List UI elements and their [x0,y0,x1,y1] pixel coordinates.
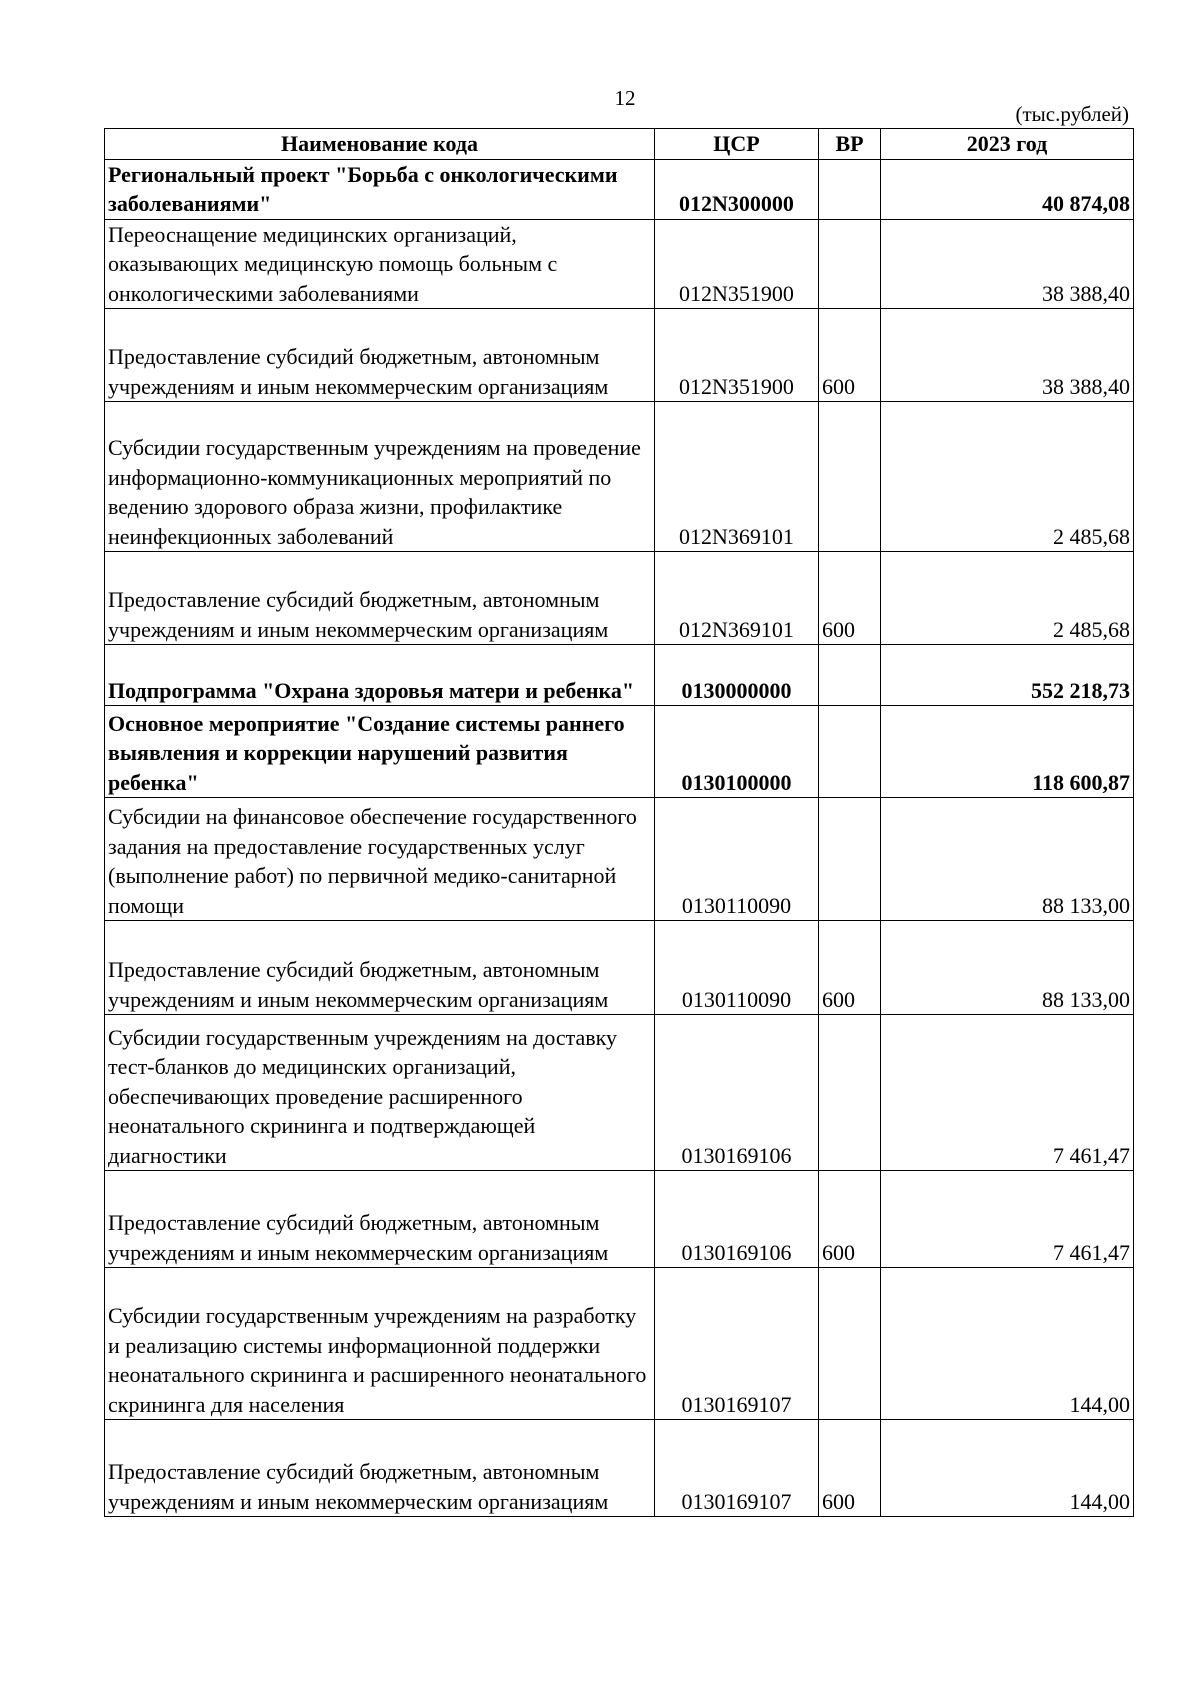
table-row [105,645,1134,706]
header-csr: ЦСР [655,129,819,160]
row-name: Предоставление субсидий бюджетным, автономным учреждениям и иным некоммерческим организациям [105,309,655,402]
table-row [105,1268,1134,1420]
budget-table [104,128,1134,1517]
row-sum: 552 218,73 [881,645,1134,706]
row-sum: 88 133,00 [881,921,1134,1015]
table-row [105,798,1134,921]
table-row [105,159,1134,219]
row-csr: 0130169106 [655,1015,819,1171]
table-row [105,219,1134,309]
row-csr: 0130110090 [655,921,819,1015]
row-csr: 0130169106 [655,1171,819,1268]
row-sum: 118 600,87 [881,706,1134,798]
row-name: Региональный проект "Борьба с онкологическими заболеваниями" [105,159,655,219]
row-name: Субсидии государственным учреждениям на разработку и реализацию системы информационной поддержки неонатального скрининга и расширенного неонатального скрининга для населения [105,1268,655,1420]
row-vr: 600 [819,552,881,645]
row-name: Предоставление субсидий бюджетным, автономным учреждениям и иным некоммерческим организациям [105,552,655,645]
row-name: Субсидии государственным учреждениям на доставку тест-бланков до медицинских организаций, обеспечивающих проведение расширенного неонатального скрининга и подтверждающей диагностики [105,1015,655,1171]
row-csr: 0130169107 [655,1268,819,1420]
table-row [105,552,1134,645]
row-name: Основное мероприятие "Создание системы раннего выявления и коррекции нарушений развития ребенка" [105,706,655,798]
table-row [105,309,1134,402]
row-name: Предоставление субсидий бюджетным, автономным учреждениям и иным некоммерческим организациям [105,1171,655,1268]
table-row [105,706,1134,798]
row-sum: 144,00 [881,1420,1134,1517]
row-sum: 7 461,47 [881,1015,1134,1171]
header-sum: 2023 год [881,129,1134,160]
row-csr: 012N369101 [655,552,819,645]
row-csr: 0130169107 [655,1420,819,1517]
row-csr: 0130100000 [655,706,819,798]
row-sum: 2 485,68 [881,402,1134,552]
row-vr: 600 [819,1420,881,1517]
row-name: Предоставление субсидий бюджетным, автономным учреждениям и иным некоммерческим организациям [105,921,655,1015]
table-row [105,1420,1134,1517]
row-vr: 600 [819,1171,881,1268]
header-vr: ВР [819,129,881,160]
row-name: Субсидии на финансовое обеспечение государственного задания на предоставление государственных услуг (выполнение работ) по первичной медико-санитарной помощи [105,798,655,921]
row-name: Подпрограмма "Охрана здоровья матери и ребенка" [105,645,655,706]
row-vr: 600 [819,921,881,1015]
table-header-row [105,129,1134,160]
row-csr: 0130110090 [655,798,819,921]
row-csr: 012N369101 [655,402,819,552]
row-sum: 88 133,00 [881,798,1134,921]
row-vr [819,219,881,309]
row-name: Субсидии государственным учреждениям на проведение информационно-коммуникационных мероприятий по ведению здорового образа жизни, профилактике неинфекционных заболеваний [105,402,655,552]
row-sum: 38 388,40 [881,309,1134,402]
row-csr: 012N351900 [655,309,819,402]
row-vr: 600 [819,309,881,402]
row-vr [819,706,881,798]
row-vr [819,1268,881,1420]
table-row [105,402,1134,552]
row-name: Предоставление субсидий бюджетным, автономным учреждениям и иным некоммерческим организациям [105,1420,655,1517]
row-vr [819,159,881,219]
header-name: Наименование кода [105,129,655,160]
row-sum: 2 485,68 [881,552,1134,645]
unit-label: (тыс.рублей) [1015,102,1129,126]
row-sum: 38 388,40 [881,219,1134,309]
row-csr: 012N300000 [655,159,819,219]
row-sum: 40 874,08 [881,159,1134,219]
row-csr: 012N351900 [655,219,819,309]
row-name: Переоснащение медицинских организаций, оказывающих медицинскую помощь больным с онкологическими заболеваниями [105,219,655,309]
row-vr [819,798,881,921]
table-row [105,1171,1134,1268]
table-row [105,921,1134,1015]
row-sum: 144,00 [881,1268,1134,1420]
row-vr [819,402,881,552]
row-vr [819,1015,881,1171]
table-row [105,1015,1134,1171]
row-vr [819,645,881,706]
row-sum: 7 461,47 [881,1171,1134,1268]
page-number: 12 [614,86,636,110]
row-csr: 0130000000 [655,645,819,706]
